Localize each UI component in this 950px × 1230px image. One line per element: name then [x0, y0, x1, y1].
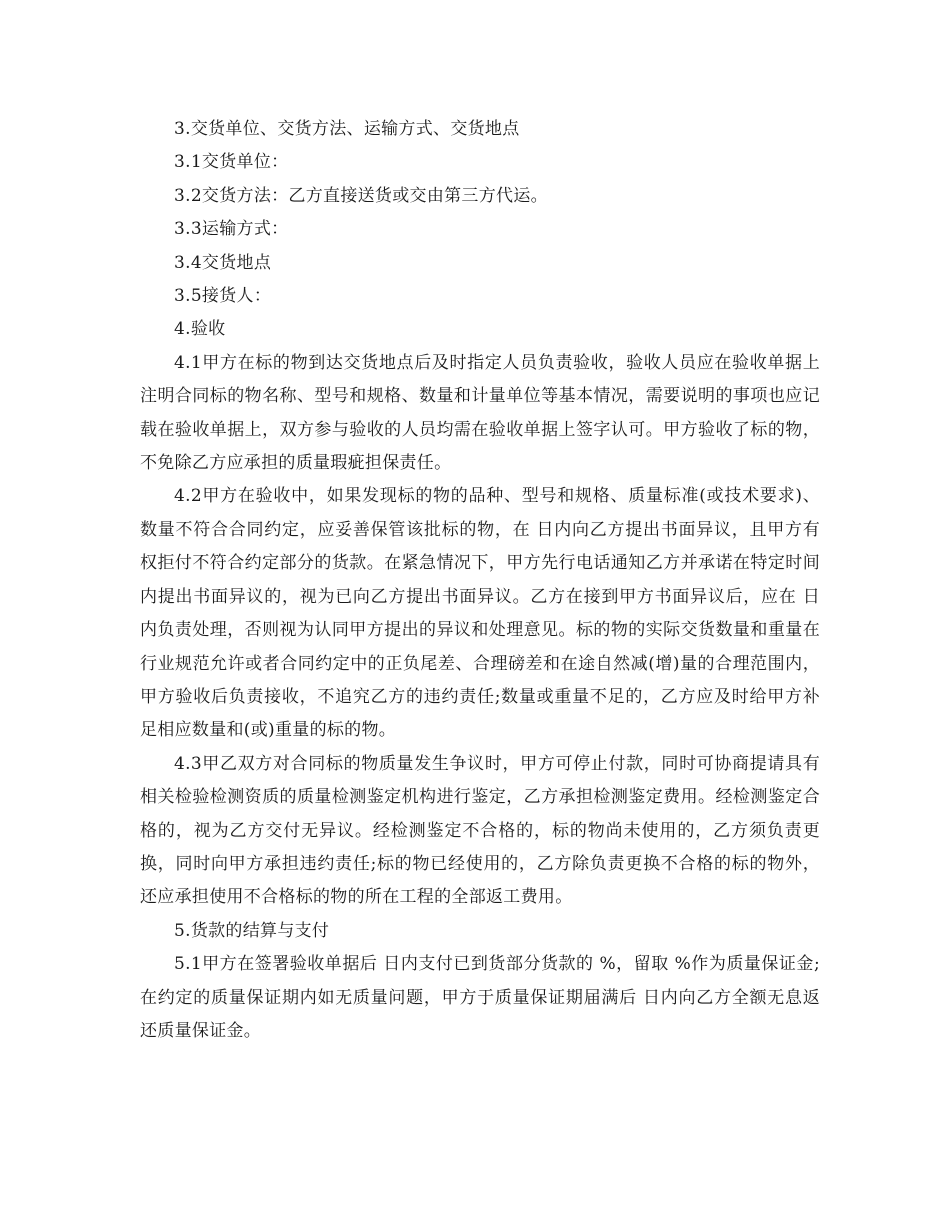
paragraph-4-3: 4.3甲乙双方对合同标的物质量发生争议时，甲方可停止付款，同时可协商提请具有相关检验检测资质的质量检测鉴定机构进行鉴定，乙方承担检测鉴定费用。经检测鉴定合格的，视为乙方交付无异议。经检测鉴定不合格的，标的物尚未使用的，乙方须负责更换，同时向甲方承担违约责任;标的物已经使用的，乙方除负责更换不合格的标的物外，还应承担使用不合格标的物的所在工程的全部返工费用。: [140, 753, 820, 908]
paragraph-4-1: 4.1甲方在标的物到达交货地点后及时指定人员负责验收，验收人员应在验收单据上注明合同标的物名称、型号和规格、数量和计量单位等基本情况，需要说明的事项也应记载在验收单据上，双方参与验收的人员均需在验收单据上签字认可。甲方验收了标的物，不免除乙方应承担的质量瑕疵担保责任。: [140, 352, 820, 474]
paragraph-5-heading: 5.货款的结算与支付: [174, 920, 330, 941]
paragraph-4-heading: 4.验收: [174, 319, 226, 340]
paragraph-4-2: 4.2甲方在验收中，如果发现标的物的品种、型号和规格、质量标准(或技术要求)、数量不符合合同约定，应妥善保管该批标的物，在 日内向乙方提出书面异议，且甲方有权拒付不符合约定部分的货款。在紧急情况下，甲方先行电话通知乙方并承诺在特定时间内提出书面异议的，视为已向乙方提出书面异议。乙方在接到甲方书面异议后，应在 日内负责处理，否则视为认同甲方提出的异议和处理意见。标的物的实际交货数量和重量在行业规范允许或者合同约定中的正负尾差、合理磅差和在途自然减(增)量的合理范围内，甲方验收后负责接收，不追究乙方的违约责任;数量或重量不足的，乙方应及时给甲方补足相应数量和(或)重量的标的物。: [140, 486, 820, 741]
paragraph-3-1: 3.1交货单位：: [174, 152, 289, 173]
paragraph-3-2: 3.2交货方法：乙方直接送货或交由第三方代运。: [174, 185, 548, 206]
paragraph-5-1: 5.1甲方在签署验收单据后 日内支付已到货部分货款的 %，留取 %作为质量保证金;在约定的质量保证期内如无质量问题，甲方于质量保证期届满后 日内向乙方全额无息返还质量保证金。: [140, 954, 820, 1041]
paragraph-3-heading: 3.交货单位、交货方法、运输方式、交货地点: [174, 119, 520, 139]
document-body: [140, 113, 820, 1048]
paragraph-3-4: 3.4交货地点: [174, 252, 272, 273]
paragraph-3-5: 3.5接货人：: [174, 286, 272, 307]
paragraph-3-3: 3.3运输方式：: [174, 219, 289, 240]
